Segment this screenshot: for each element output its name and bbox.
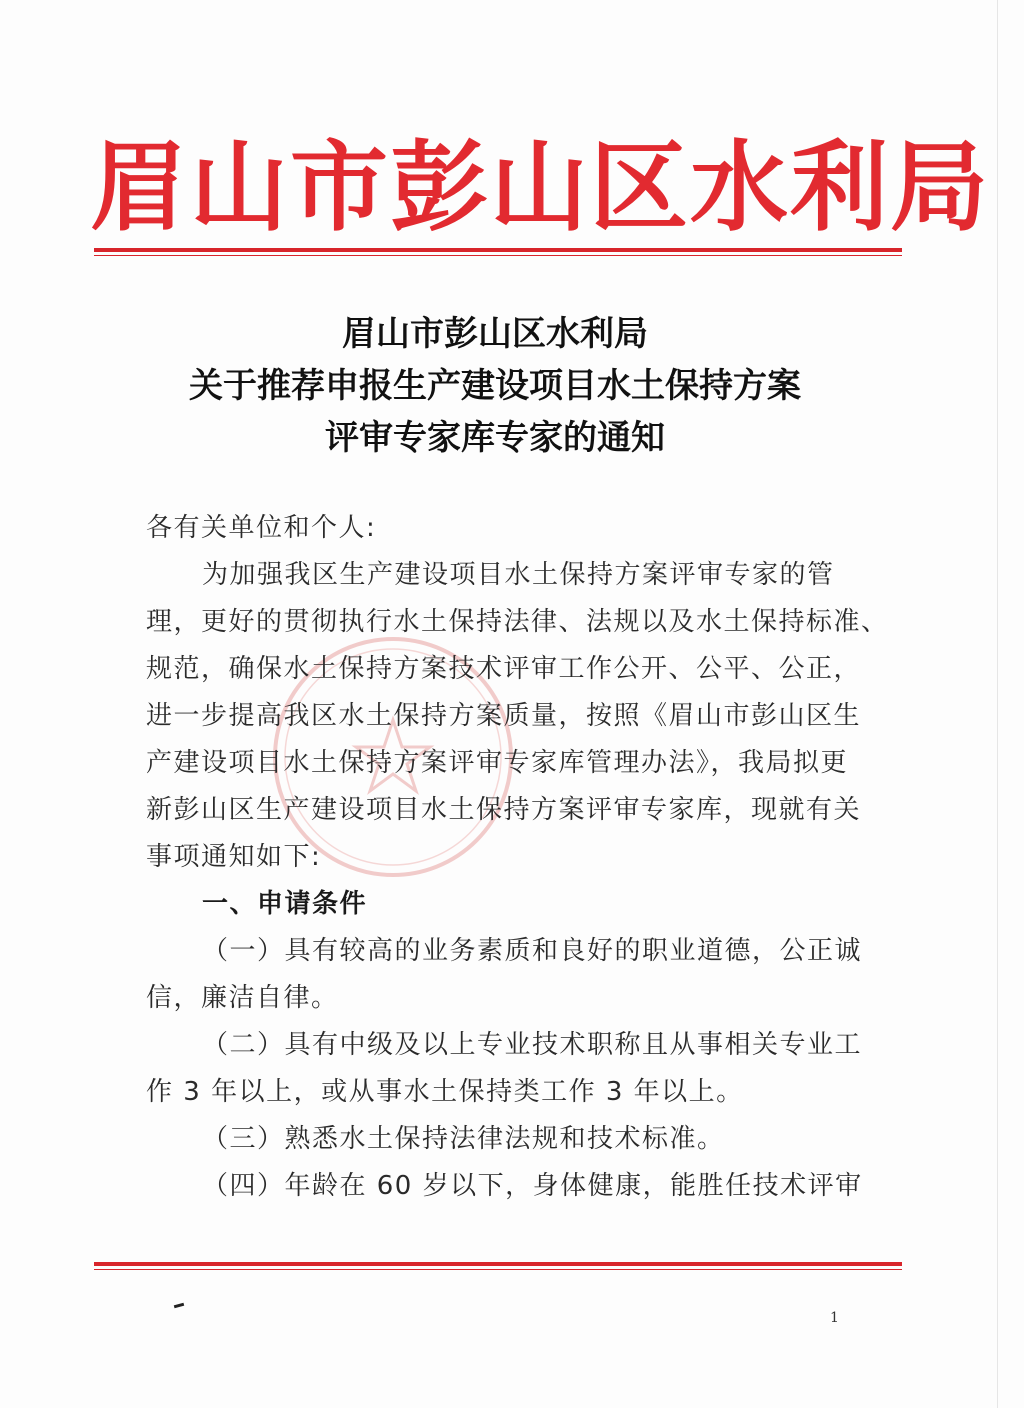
footer-red-rule — [94, 1262, 902, 1270]
paragraph-line: 理，更好的贯彻执行水土保持法律、法规以及水土保持标准、 — [146, 607, 889, 637]
header-rule-thin — [94, 255, 902, 256]
header-red-rule — [94, 248, 902, 256]
title-line: 关于推荐申报生产建设项目水土保持方案 — [189, 366, 801, 406]
document-title — [100, 308, 890, 464]
paragraph-line: 为加强我区生产建设项目水土保持方案评审专家的管 — [202, 560, 835, 590]
title-line: 评审专家库专家的通知 — [325, 418, 665, 458]
organization-header: 眉山市彭山区水利局 — [90, 130, 991, 245]
paragraph-line: 产建设项目水土保持方案评审专家库管理办法》，我局拟更 — [146, 748, 849, 778]
header-rule-thick — [94, 248, 902, 252]
paragraph-line: 规范，确保水土保持方案技术评审工作公开、公平、公正， — [146, 654, 862, 684]
page-edge — [997, 0, 998, 1408]
footer-rule-thick — [94, 1262, 902, 1266]
condition-item: （四）年龄在 60 岁以下，身体健康，能胜任技术评审 — [202, 1171, 863, 1201]
title-line: 眉山市彭山区水利局 — [342, 314, 648, 354]
condition-item: 信，廉洁自律。 — [146, 983, 339, 1013]
condition-item: （三）熟悉水土保持法律法规和技术标准。 — [202, 1124, 725, 1154]
condition-item: （二）具有中级及以上专业技术职称且从事相关专业工 — [202, 1030, 863, 1060]
salutation: 各有关单位和个人: — [146, 513, 377, 543]
footer-rule-thin — [94, 1269, 902, 1270]
scan-speck — [174, 1303, 184, 1308]
condition-item: （一）具有较高的业务素质和良好的职业道德，公正诚 — [202, 936, 863, 966]
condition-item: 作 3 年以上，或从事水土保持类工作 3 年以上。 — [146, 1077, 744, 1107]
paragraph-line: 进一步提高我区水土保持方案质量，按照《眉山市彭山区生 — [146, 701, 862, 731]
document-body — [146, 505, 889, 1210]
section-heading: 一、申请条件 — [202, 889, 368, 919]
paragraph-line: 事项通知如下: — [146, 842, 322, 872]
page-number: 1 — [830, 1310, 839, 1326]
paragraph-line: 新彭山区生产建设项目水土保持方案评审专家库，现就有关 — [146, 795, 862, 825]
